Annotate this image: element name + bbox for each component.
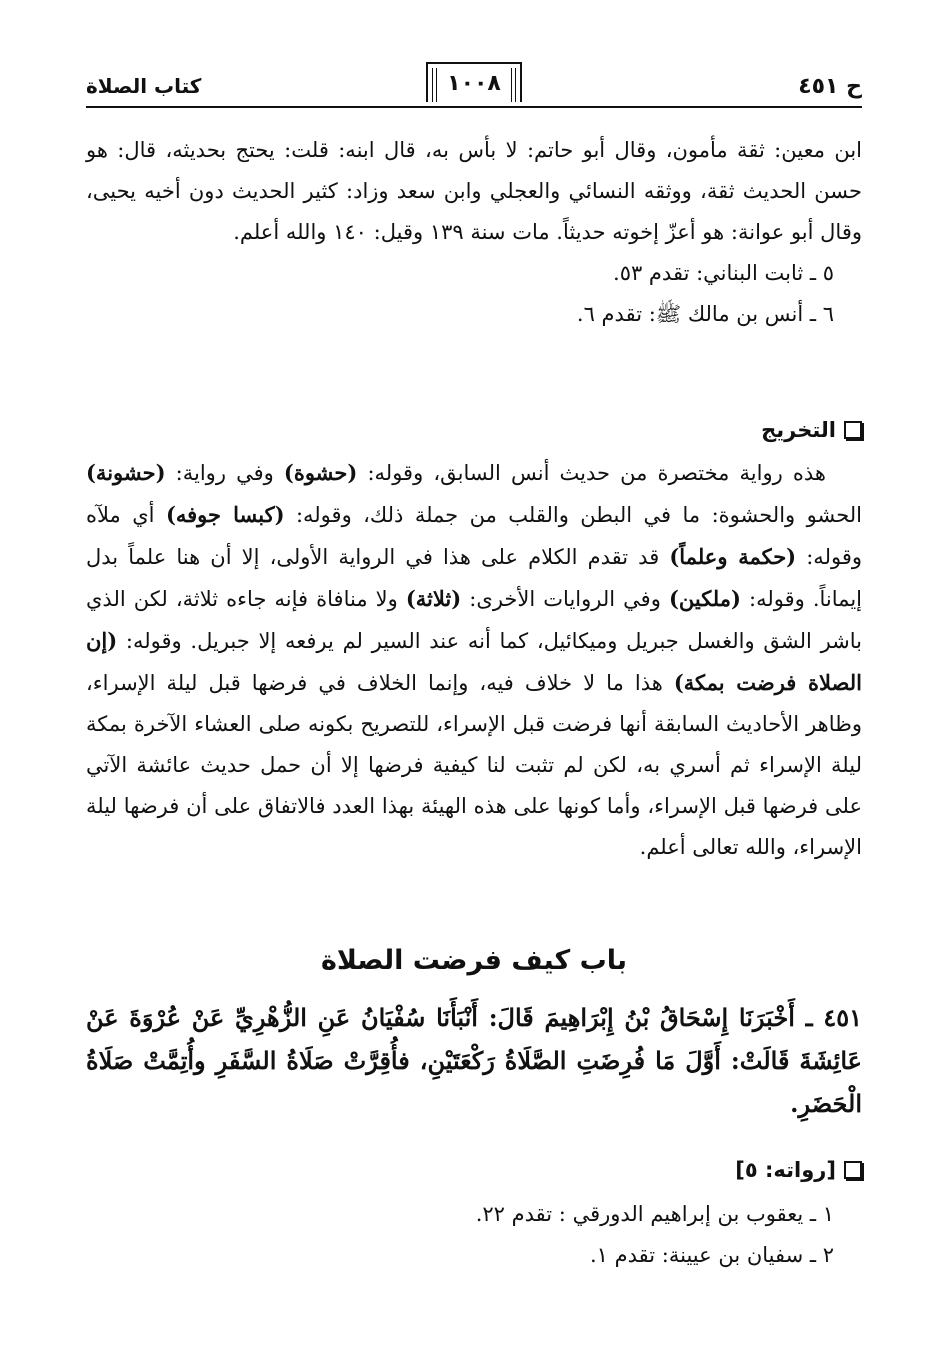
narrator-item: ٢ ـ سفيان بن عيينة: تقدم ١. — [589, 1243, 834, 1267]
text-run: أي ملآه وقوله: — [86, 503, 862, 569]
narrator-bio-block — [86, 130, 862, 335]
square-bullet-icon — [844, 1161, 862, 1179]
bold-term: (ملكين) — [668, 586, 741, 611]
page-header — [86, 62, 862, 108]
text-run: وفي الروايات الأخرى: — [461, 587, 669, 611]
hadith-text: ٤٥١ ـ أَخْبَرَنَا إِسْحَاقُ بْنُ إِبْرَاهِيمَ قَالَ: أَنْبَأَنَا سُفْيَانُ عَنِ الزُّهْرِيِّ عَنْ عُرْوَةَ عَنْ عَائِشَةَ قَالَتْ: أَوَّلَ مَا فُرِضَتِ الصَّلَاةُ رَكْعَتَيْنِ، فأُقِرَّتْ صَلَاةُ السَّفَرِ وأُتِمَّتْ صَلَاةُ الْحَضَرِ. — [86, 1003, 862, 1118]
text-run: وفي رواية: — [165, 461, 284, 485]
text-run: هذه رواية مختصرة من حديث أنس السابق، وقوله: — [357, 461, 826, 485]
chapter-title: باب كيف فرضت الصلاة — [320, 945, 628, 976]
bold-term: (حكمة وعلماً) — [669, 544, 797, 569]
narrators-list-top — [86, 253, 862, 335]
narrator-item: ٥ ـ ثابت البناني: تقدم ٥٣. — [613, 261, 834, 285]
hadith-reference: ح ٤٥١ — [798, 74, 862, 99]
takhrij-heading — [761, 418, 862, 442]
text-run: قد تقدم الكلام على هذا في الرواية الأولى، إلا أن هنا علماً بدل إيماناً. وقوله: — [86, 545, 863, 611]
takhrij-paragraph — [86, 452, 862, 868]
narrators-heading-label: [رواته: ٥] — [735, 1158, 836, 1182]
takhrij-block — [86, 452, 862, 868]
bold-term: (حشوة) — [283, 460, 358, 485]
narrators-list — [86, 1194, 862, 1276]
takhrij-heading-label: التخريج — [761, 418, 836, 442]
square-bullet-icon — [844, 421, 862, 439]
book-title: كتاب الصلاة — [86, 74, 202, 98]
bold-term: (كبسا جوفه) — [165, 502, 285, 527]
text-run: ولا منافاة فإنه جاءه ثلاثة، لكن الذي باشر الشق والغسل جبريل وميكائيل، كما أنه عند السير لم يرفعه إلا جبريل. وقوله: — [86, 587, 862, 653]
narrator-bio-paragraph: ابن معين: ثقة مأمون، وقال أبو حاتم: لا بأس به، قال ابنه: قلت: يحتج بحديثه، قال: هو حسن الحديث ثقة، ووثقه النسائي والعجلي وابن سعد وزاد: كثير الحديث دون أخيه يحيى، وقال أبو عوانة: هو أعزّ إخوته حديثاً. مات سنة ١٣٩ وقيل: ١٤٠ والله أعلم. — [86, 138, 862, 244]
narrators-heading — [735, 1158, 862, 1182]
text-run: الحشو والحشوة: ما في البطن والقلب من جملة ذلك، وقوله: — [284, 503, 863, 527]
narrator-item: ١ ـ يعقوب بن إبراهيم الدورقي : تقدم ٢٢. — [475, 1202, 834, 1226]
bold-term: (إن الصلاة فرضت بمكة) — [86, 628, 862, 695]
bold-term: (ثلاثة) — [405, 586, 462, 611]
text-run: هذا ما لا خلاف فيه، وإنما الخلاف في فرضها قبل ليلة الإسراء، وظاهر الأحاديث السابقة أنها فرضت قبل الإسراء، للتصريح بكونه صلى العشاء الآخرة بمكة ليلة الإسراء ثم أسري به، لكن لم تثبت لنا كيفية فرضها إلا أن حمل حديث عائشة الآتي على فرضها قبل الإسراء، وأما كونها على هذه الهيئة بهذا العدد فالاتفاق على أن فرضها ليلة الإسراء، والله تعالى أعلم. — [86, 671, 862, 859]
page-number: ١٠٠٨ — [426, 62, 522, 102]
narrator-item: ٦ ـ أنس بن مالك ﷺ: تقدم ٦. — [576, 302, 834, 326]
narrators-block — [86, 1194, 862, 1276]
bold-term: (حشونة) — [86, 460, 166, 485]
